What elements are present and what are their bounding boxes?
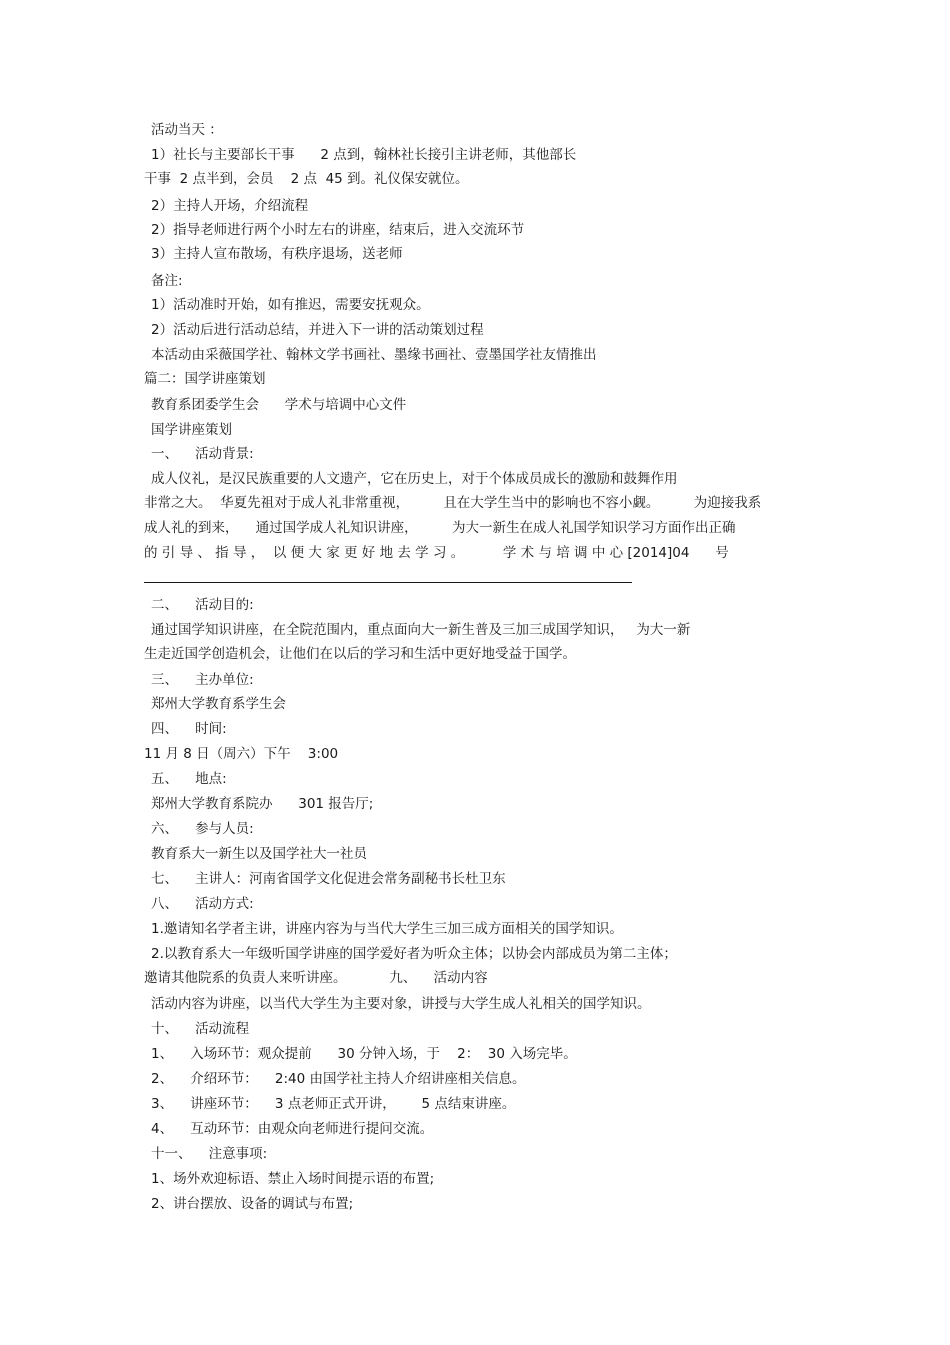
text-line: 1）活动准时开始，如有推迟，需要安抚观众。 [151,297,430,313]
text-line: 郑州大学教育系院办 301 报告厅; [151,796,374,812]
text-line: 2）主持人开场，介绍流程 [151,198,309,214]
text-line: 2）活动后进行活动总结，并进入下一讲的活动策划过程 [151,322,484,338]
text-line: 四、 时间: [151,721,227,737]
text-line: 教育系大一新生以及国学社大一社员 [151,846,367,862]
text-line: 七、 主讲人：河南省国学文化促进会常务副秘书长杜卫东 [151,871,506,887]
text-line: 2、讲台摆放、设备的调试与布置; [151,1196,354,1212]
text-line: 本活动由采薇国学社、翰林文学书画社、墨缘书画社、壹墨国学社友情推出 [151,347,597,363]
text-line: 备注: [151,273,183,289]
text-line: 教育系团委学生会 学术与培调中心文件 [151,397,407,413]
text-line: 一、 活动背景: [151,446,254,462]
text-line: 成人礼的到来， 通过国学成人礼知识讲座， 为大一新生在成人礼国学知识学习方面作出正确 [144,520,736,536]
text-line: 成人仪礼，是汉民族重要的人文遗产，它在历史上，对于个体成员成长的激励和鼓舞作用 [151,471,678,487]
text-line: 4、 互动环节：由观众向老师进行提问交流。 [151,1121,434,1137]
text-line: 六、 参与人员: [151,821,254,837]
text-line: 非常之大。 华夏先祖对于成人礼非常重视， 且在大学生当中的影响也不容小觑。 为迎接我系 [144,495,762,511]
text-line: 1、 入场环节：观众提前 30 分钟入场，于 2： 30 入场完毕。 [151,1046,577,1062]
text-line: 2）指导老师进行两个小时左右的讲座，结束后，进入交流环节 [151,222,525,238]
text-line: 活动内容为讲座，以当代大学生为主要对象，讲授与大学生成人礼相关的国学知识。 [151,996,651,1012]
text-line: 1.邀请知名学者主讲，讲座内容为与当代大学生三加三成方面相关的国学知识。 [151,921,623,937]
text-line: 邀请其他院系的负责人来听讲座。 九、 活动内容 [144,970,488,986]
text-line: 三、 主办单位: [151,672,254,688]
text-line: 国学讲座策划 [151,422,232,438]
text-line: 郑州大学教育系学生会 [151,696,286,712]
text-line: 的 引 导 、 指 导 ， 以 便 大 家 更 好 地 去 学 习 。 学 术 与 培 调 中 心 [2014]04 号 [144,545,729,561]
text-line: 活动当天 ： [151,122,223,138]
text-line: 通过国学知识讲座，在全院范围内，重点面向大一新生普及三加三成国学知识， 为大一新 [151,622,691,638]
section-heading: 篇二：国学讲座策划 [144,371,266,387]
text-line: 生走近国学创造机会，让他们在以后的学习和生活中更好地受益于国学。 [144,646,576,662]
text-line: 二、 活动目的: [151,597,254,613]
text-line: 2.以教育系大一年级听国学讲座的国学爱好者为听众主体；以协会内部成员为第二主体； [151,946,677,962]
text-line: 十、 活动流程 [151,1021,250,1037]
text-line: 2、 介绍环节： 2:40 由国学社主持人介绍讲座相关信息。 [151,1071,526,1087]
text-line: 十一、 注意事项: [151,1146,268,1162]
text-line: 3、 讲座环节： 3 点老师正式开讲， 5 点结束讲座。 [151,1096,516,1112]
text-line: 干事 2 点半到，会员 2 点 45 到。礼仪保安就位。 [144,171,469,187]
text-line: 11 月 8 日（周六）下午 3:00 [144,746,339,762]
text-line: 1）社长与主要部长干事 2 点到，翰林社长接引主讲老师，其他部长 [151,147,577,163]
text-line: 八、 活动方式: [151,896,254,912]
horizontal-rule [144,582,632,583]
text-line: 1、场外欢迎标语、禁止入场时间提示语的布置; [151,1171,435,1187]
text-line: 3）主持人宣布散场，有秩序退场，送老师 [151,246,403,262]
text-line: 五、 地点: [151,771,227,787]
